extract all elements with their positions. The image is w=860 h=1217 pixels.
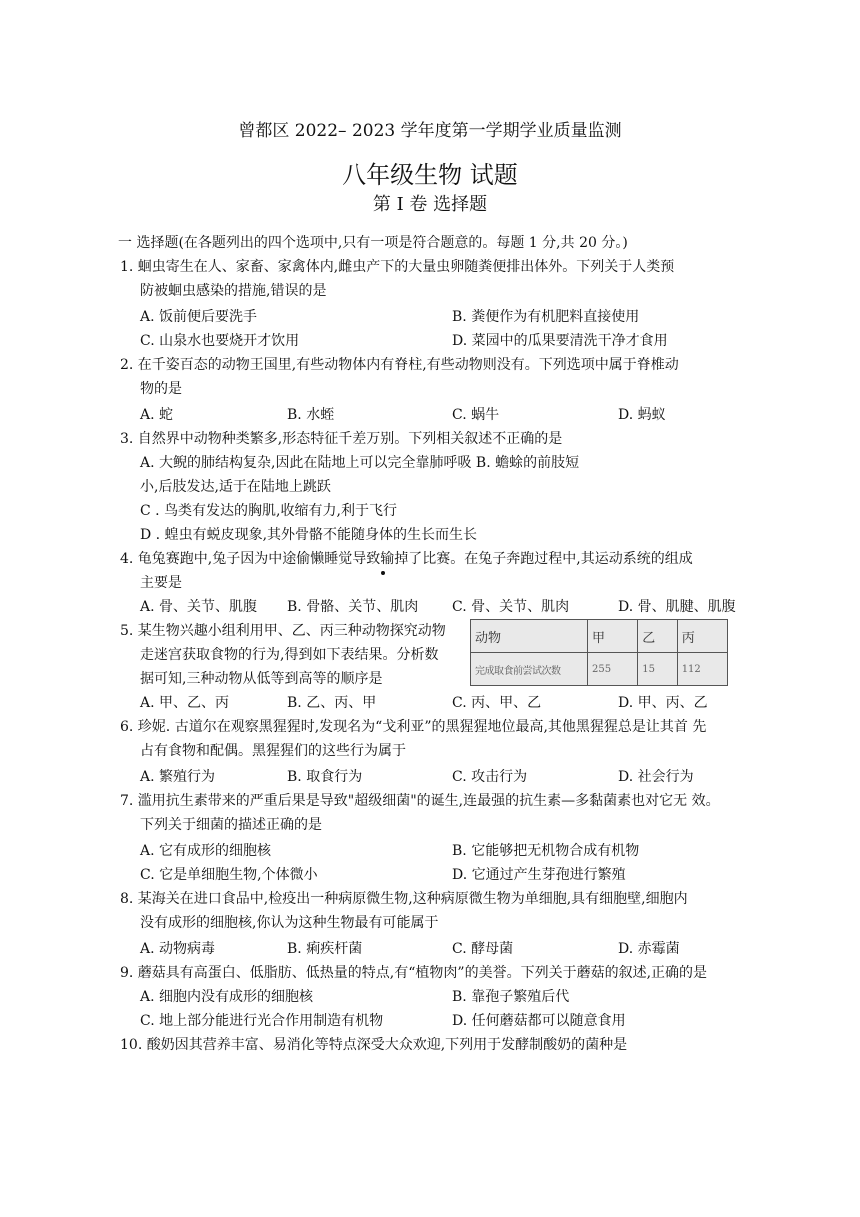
q2-option-c: C. 蜗牛 xyxy=(452,407,500,423)
district-line: 曾都区 2022– 2023 学年度第一学期学业质量监测 xyxy=(238,121,622,141)
q7-stem: 7. 滥用抗生素带来的严重后果是导致"超级细菌"的诞生,连最强的抗生素—多黏菌素也对它无 效。 xyxy=(120,793,720,809)
q8-option-a: A. 动物病毒 xyxy=(140,941,216,957)
q10-stem: 10. 酸奶因其营养丰富、易消化等特点深受大众欢迎,下列用于发酵制酸奶的菌种是 xyxy=(120,1037,628,1053)
table-row-label: 完成取食前尝试次数 xyxy=(471,653,588,686)
table-header-yi: 乙 xyxy=(638,620,677,653)
q5-results-table xyxy=(470,619,728,686)
table-header-jia: 甲 xyxy=(588,620,638,653)
q9-option-d: D. 任何蘑菇都可以随意食用 xyxy=(452,1013,626,1029)
q8-stem: 8. 某海关在进口食品中,检疫出一种病原微生物,这种病原微生物为单细胞,具有细胞壁,细胞内 xyxy=(120,891,688,907)
table-header-bing: 丙 xyxy=(677,620,727,653)
q2-stem-cont: 物的是 xyxy=(140,381,182,397)
q4-option-a: A. 骨、关节、肌腹 xyxy=(140,599,258,615)
q3-option-b-cont: 小,后肢发达,适于在陆地上跳跃 xyxy=(140,479,331,495)
q7-stem-cont: 下列关于细菌的描述正确的是 xyxy=(140,817,322,833)
volume-title: 第 I 卷 选择题 xyxy=(372,194,488,215)
section-heading: 一 选择题(在各题列出的四个选项中,只有一项是符合题意的。每题 1 分,共 20 分。) xyxy=(118,235,628,251)
table-row xyxy=(471,653,728,686)
q3-option-ab: A. 大鲵的肺结构复杂,因此在陆地上可以完全靠肺呼吸 B. 蟾蜍的前肢短 xyxy=(140,455,580,471)
q5-option-d: D. 甲、丙、乙 xyxy=(618,695,708,711)
q7-option-d: D. 它通过产生芽孢进行繁殖 xyxy=(452,867,626,883)
q6-option-c: C. 攻击行为 xyxy=(452,769,528,785)
q5-stem-cont2: 据可知,三种动物从低等到高等的顺序是 xyxy=(140,671,383,687)
q1-option-d: D. 菜园中的瓜果要清洗干净才食用 xyxy=(452,333,668,349)
q1-option-a: A. 饭前便后要洗手 xyxy=(140,309,258,325)
q1-option-b: B. 粪便作为有机肥料直接使用 xyxy=(452,309,640,325)
q2-option-b: B. 水蛭 xyxy=(287,407,335,423)
q5-option-c: C. 丙、甲、乙 xyxy=(452,695,542,711)
q8-option-c: C. 酵母菌 xyxy=(452,941,514,957)
table-header-row xyxy=(471,620,728,653)
q6-option-d: D. 社会行为 xyxy=(618,769,694,785)
q2-option-d: D. 蚂蚁 xyxy=(618,407,666,423)
q5-option-b: B. 乙、丙、甲 xyxy=(287,695,377,711)
q1-stem-cont: 防被蛔虫感染的措施,错误的是 xyxy=(140,283,327,299)
q7-option-a: A. 它有成形的细胞核 xyxy=(140,843,272,859)
table-value-jia: 255 xyxy=(588,653,638,686)
q4-option-b: B. 骨骼、关节、肌肉 xyxy=(287,599,419,615)
q9-stem: 9. 蘑菇具有高蛋白、低脂肪、低热量的特点,有“植物肉”的美誉。下列关于蘑菇的叙述,正确的是 xyxy=(120,965,708,981)
q4-stem: 4. 龟兔赛跑中,兔子因为中途偷懒睡觉导致输掉了比赛。在兔子奔跑过程中,其运动系统的组成 xyxy=(120,551,693,567)
q7-option-c: C. 它是单细胞生物,个体微小 xyxy=(140,867,318,883)
q8-option-d: D. 赤霉菌 xyxy=(618,941,680,957)
q5-stem-cont1: 走迷宫获取食物的行为,得到如下表结果。分析数 xyxy=(140,647,439,663)
q6-option-a: A. 繁殖行为 xyxy=(140,769,216,785)
q9-option-c: C. 地上部分能进行光合作用制造有机物 xyxy=(140,1013,384,1029)
stray-dot xyxy=(381,571,385,575)
q1-option-c: C. 山泉水也要烧开才饮用 xyxy=(140,333,300,349)
table-value-yi: 15 xyxy=(638,653,677,686)
q9-option-b: B. 靠孢子繁殖后代 xyxy=(452,989,570,1005)
q6-option-b: B. 取食行为 xyxy=(287,769,363,785)
q3-option-c: C . 鸟类有发达的胸肌,收缩有力,利于飞行 xyxy=(140,503,397,519)
q1-stem: 1. 蛔虫寄生在人、家畜、家禽体内,雌虫产下的大量虫卵随粪便排出体外。下列关于人类预 xyxy=(120,259,675,275)
q2-option-a: A. 蛇 xyxy=(140,407,174,423)
table-value-bing: 112 xyxy=(677,653,727,686)
q4-stem-cont: 主要是 xyxy=(140,575,182,591)
q9-option-a: A. 细胞内没有成形的细胞核 xyxy=(140,989,314,1005)
q5-option-a: A. 甲、乙、丙 xyxy=(140,695,230,711)
q8-stem-cont: 没有成形的细胞核,你认为这种生物最有可能属于 xyxy=(140,915,439,931)
q4-option-c: C. 骨、关节、肌肉 xyxy=(452,599,570,615)
q8-option-b: B. 痢疾杆菌 xyxy=(287,941,363,957)
q6-stem: 6. 珍妮. 古道尔在观察黑猩猩时,发现名为“戈利亚”的黑猩猩地位最高,其他黑猩猩总是让其首 先 xyxy=(120,719,707,735)
q3-stem: 3. 自然界中动物种类繁多,形态特征千差万别。下列相关叙述不正确的是 xyxy=(120,431,563,447)
q5-stem: 5. 某生物兴趣小组利用甲、乙、丙三种动物探究动物 xyxy=(120,623,446,639)
exam-title: 八年级生物 试题 xyxy=(342,161,518,189)
q2-stem: 2. 在千姿百态的动物王国里,有些动物体内有脊柱,有些动物则没有。下列选项中属于脊椎动 xyxy=(120,357,679,373)
q6-stem-cont: 占有食物和配偶。黑猩猩们的这些行为属于 xyxy=(140,743,406,759)
table-header-animal: 动物 xyxy=(471,620,588,653)
q4-option-d: D. 骨、肌腱、肌腹 xyxy=(618,599,736,615)
q7-option-b: B. 它能够把无机物合成有机物 xyxy=(452,843,640,859)
q3-option-d: D . 蝗虫有蜕皮现象,其外骨骼不能随身体的生长而生长 xyxy=(140,527,478,543)
